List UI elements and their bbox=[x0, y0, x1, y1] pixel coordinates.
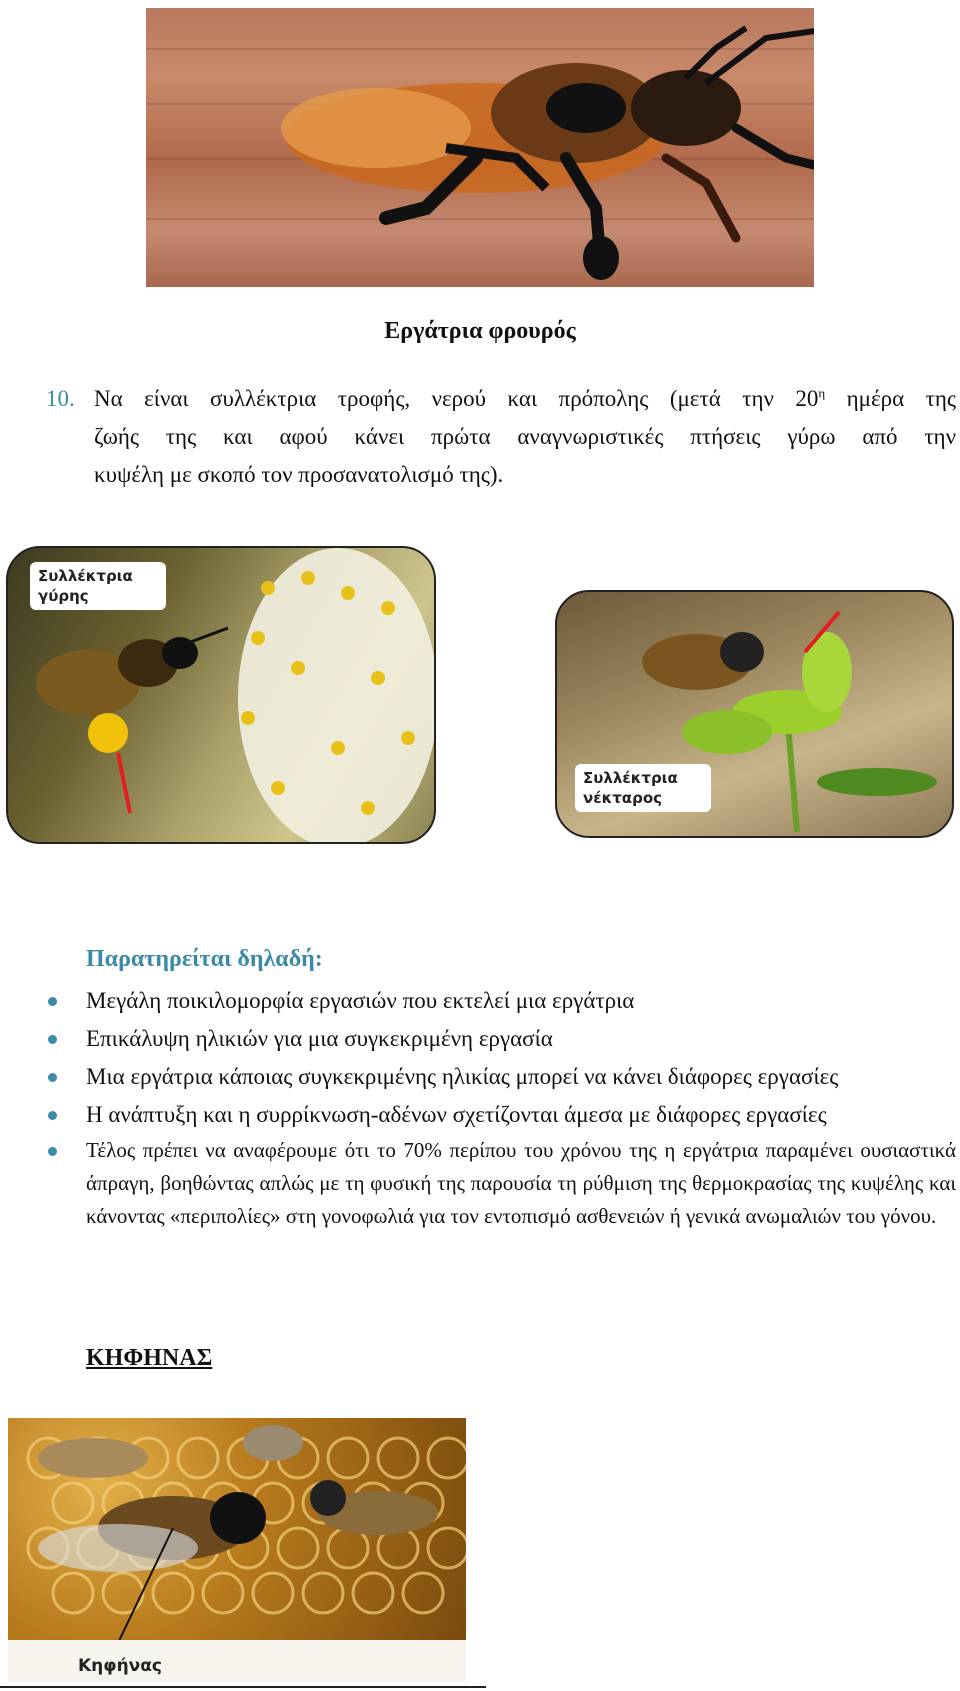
item-number: 10. bbox=[46, 386, 75, 411]
observation-list bbox=[0, 982, 960, 1233]
list-item: Τέλος πρέπει να αναφέρουμε ότι το 70% περίπου του χρόνου της η εργάτρια παραμένει ουσιαστικά άπραγη, βοηθώντας απλώς με τη φυσική της παρουσία τη ρύθμιση της θερμοκρασίας της κυψέλης και κάνοντας «περιπολίες» στη γονοφωλιά για τον εντοπισμό ασθενειών ή γενικά ανωμαλιών του γόνου. bbox=[86, 1134, 956, 1233]
pollen-collector-photo bbox=[6, 546, 436, 844]
list-item: Επικάλυψη ηλικιών για μια συγκεκριμένη εργασία bbox=[86, 1020, 956, 1058]
drone-illustration bbox=[8, 1418, 466, 1640]
drone-bee-photo bbox=[8, 1418, 466, 1682]
guard-bee-caption: Εργάτρια φρουρός bbox=[384, 318, 576, 344]
pollen-collector-label: Συλλέκτρια γύρης bbox=[30, 562, 166, 610]
item10-line3: κυψέλη με σκοπό τον προσανατολισμό της). bbox=[94, 462, 504, 487]
item10-line2: ζωής της και αφού κάνει πρώτα αναγνωριστικές πτήσεις γύρω από την bbox=[94, 424, 956, 449]
nectar-collector-photo bbox=[555, 590, 954, 838]
bottom-rule bbox=[0, 1686, 486, 1688]
nectar-collector-label: Συλλέκτρια νέκταρος bbox=[575, 764, 711, 812]
list-item: Μεγάλη ποικιλομορφία εργασιών που εκτελεί μια εργάτρια bbox=[86, 982, 956, 1020]
bee-illustration bbox=[146, 8, 814, 287]
drone-label: Κηφήνας bbox=[78, 1656, 163, 1676]
item10-line1: Να είναι συλλέκτρια τροφής, νερού και πρόπολης (μετά την $20^\eta$ ημέρα της bbox=[94, 385, 956, 411]
guard-bee-photo bbox=[146, 8, 814, 287]
list-item: Μια εργάτρια κάποιας συγκεκριμένης ηλικίας μπορεί να κάνει διάφορες εργασίες bbox=[86, 1058, 956, 1096]
list-item: Η ανάπτυξη και η συρρίκνωση-αδένων σχετίζονται άμεσα με διάφορες εργασίες bbox=[86, 1096, 956, 1134]
drone-heading: ΚΗΦΗΝΑΣ bbox=[86, 1345, 213, 1371]
observation-heading: Παρατηρείται δηλαδή: bbox=[86, 946, 323, 972]
